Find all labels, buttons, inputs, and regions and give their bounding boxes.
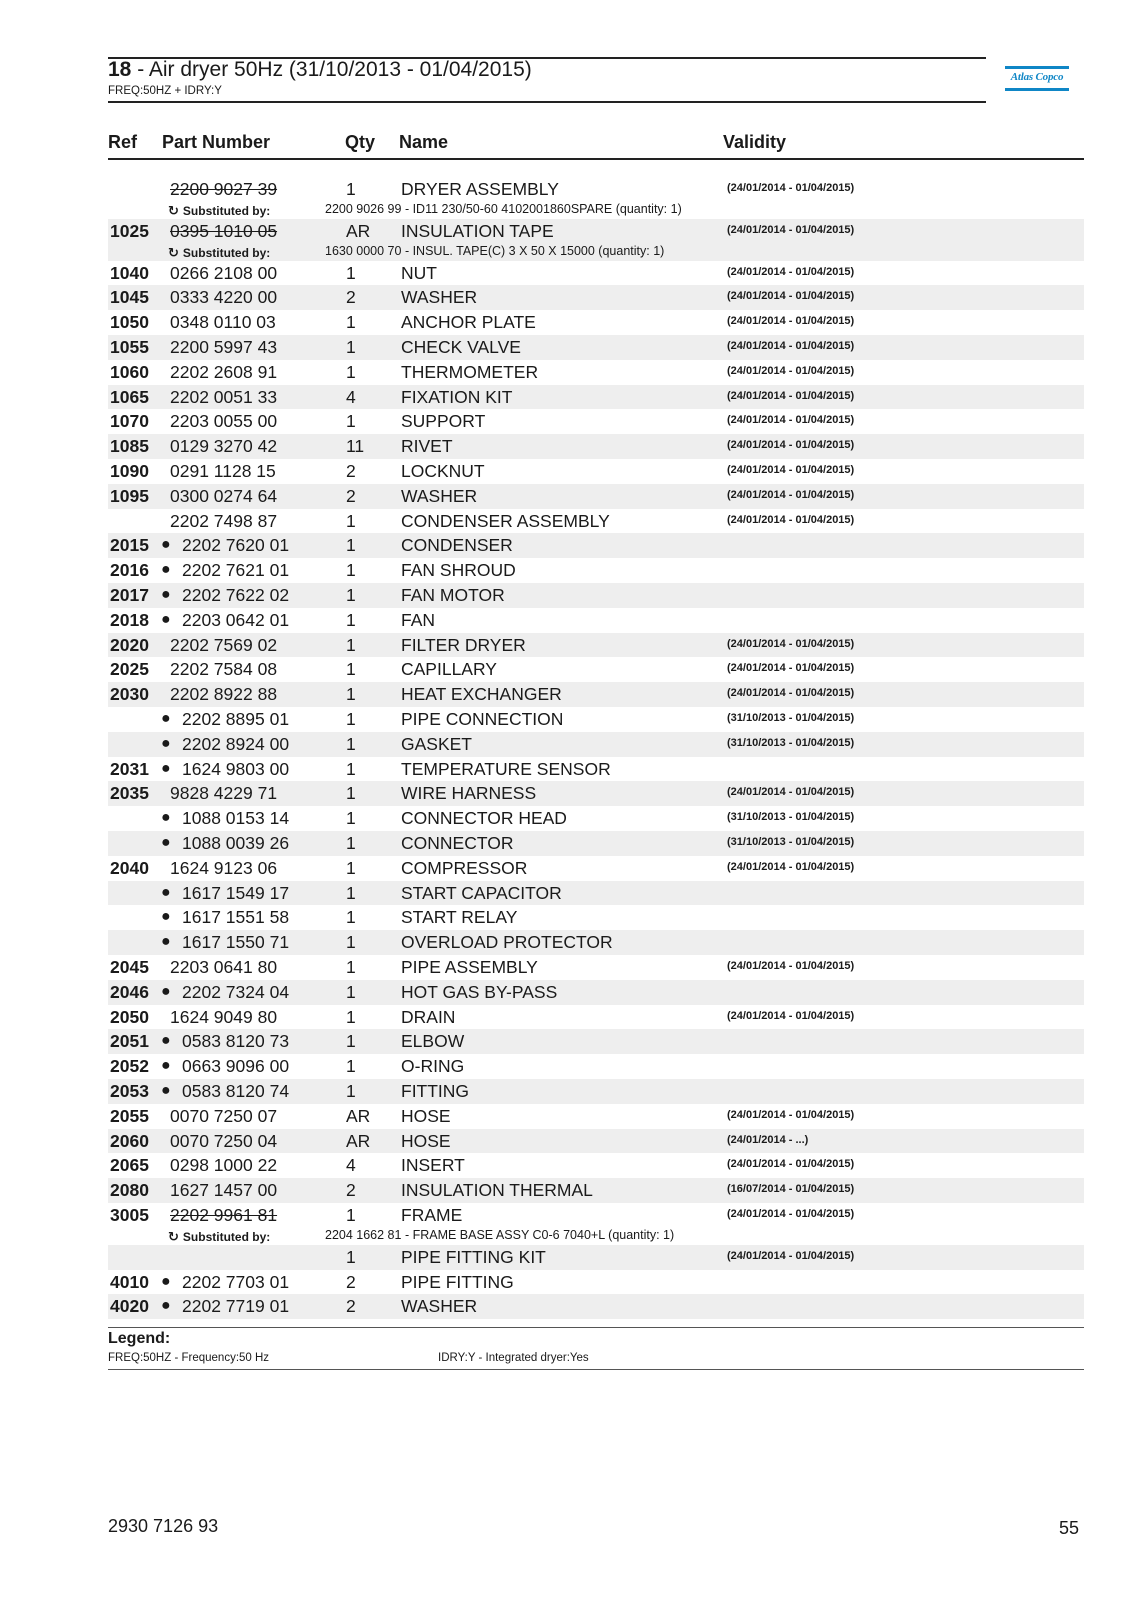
row-part-number: 2202 7622 02	[182, 585, 290, 605]
row-name: CONNECTOR	[401, 833, 514, 853]
row-validity: (24/01/2014 - 01/04/2015)	[727, 389, 855, 402]
table-row	[108, 1129, 1084, 1154]
row-name: DRAIN	[401, 1006, 456, 1027]
row-ref: 1045	[110, 287, 149, 308]
row-name: START RELAY	[401, 907, 518, 928]
row-part-number: 2202 7498 87	[170, 510, 278, 531]
row-validity: (24/01/2014 - ...)	[727, 1133, 809, 1146]
row-validity: (31/10/2013 - 01/04/2015)	[727, 712, 855, 724]
table-row	[108, 1270, 1084, 1295]
row-validity: (24/01/2014 - 01/04/2015)	[727, 290, 855, 303]
table-row	[108, 1245, 1084, 1270]
row-ref: 2040	[110, 857, 149, 878]
row-part-number: 1617 1550 71	[182, 932, 290, 953]
substitute-refresh-icon: ↻	[168, 1228, 179, 1244]
row-part-number: 1617 1551 58	[182, 907, 290, 928]
row-part-number: 1627 1457 00	[170, 1180, 278, 1201]
sub-item-bullet-icon: ●	[161, 908, 171, 926]
row-validity: (24/01/2014 - 01/04/2015)	[727, 662, 855, 675]
row-name: WASHER	[401, 1296, 478, 1317]
table-row	[108, 261, 1084, 286]
section-number: 18	[108, 58, 132, 81]
sub-item-bullet-icon: ●	[161, 809, 171, 827]
sub-item-bullet-icon: ●	[161, 982, 171, 1000]
row-validity: (24/01/2014 - 01/04/2015)	[727, 513, 855, 526]
row-part-number: 2202 2608 91	[170, 361, 278, 382]
table-row	[108, 558, 1084, 583]
row-part-number: 2202 8924 00	[182, 733, 290, 754]
row-part-number: 1088 0039 26	[182, 833, 290, 853]
row-qty: 2	[346, 485, 356, 506]
column-header-name: Name	[399, 132, 449, 152]
row-part-number: 2203 0642 01	[182, 609, 290, 630]
row-name: FITTING	[401, 1081, 470, 1101]
sub-item-bullet-icon: ●	[161, 610, 171, 628]
row-validity: (24/01/2014 - 01/04/2015)	[727, 1108, 855, 1121]
row-validity: (24/01/2014 - 01/04/2015)	[727, 1009, 855, 1022]
row-validity: (31/10/2013 - 01/04/2015)	[727, 836, 855, 848]
row-qty: 1	[346, 179, 356, 199]
row-qty: 1	[346, 1006, 356, 1027]
row-qty: 1	[346, 585, 356, 605]
row-ref: 2050	[110, 1006, 149, 1027]
footer-page-number: 55	[1059, 1518, 1080, 1538]
row-name: CONNECTOR HEAD	[401, 808, 567, 829]
row-ref: 1025	[110, 220, 149, 241]
substituted-by-label	[168, 1229, 270, 1245]
row-part-number: 2200 9027 39	[170, 179, 278, 199]
row-part-number: 0333 4220 00	[170, 287, 278, 308]
row-ref: 2045	[110, 957, 149, 977]
table-row	[108, 1104, 1084, 1129]
row-part-number: 2202 7584 08	[170, 659, 278, 680]
table-row	[108, 484, 1084, 509]
row-part-number: 0129 3270 42	[170, 436, 278, 457]
row-qty: 1	[346, 857, 356, 878]
row-validity: (24/01/2014 - 01/04/2015)	[727, 786, 855, 799]
row-part-number: 0291 1128 15	[170, 461, 276, 481]
table-row	[108, 905, 1084, 930]
row-validity: (24/01/2014 - 01/04/2015)	[727, 637, 855, 650]
row-part-number: 1617 1549 17	[182, 882, 290, 903]
sub-item-bullet-icon: ●	[161, 586, 171, 603]
row-part-number: 0583 8120 74	[182, 1081, 290, 1101]
row-qty: 2	[346, 1296, 356, 1317]
table-row	[108, 385, 1084, 410]
row-qty: 1	[346, 783, 356, 804]
row-ref: 1060	[110, 361, 149, 382]
row-qty: 1	[346, 634, 356, 655]
row-validity: (24/01/2014 - 01/04/2015)	[727, 364, 855, 377]
row-qty: 11	[346, 436, 365, 457]
row-ref: 2018	[110, 609, 149, 630]
sub-item-bullet-icon: ●	[161, 734, 171, 752]
table-row	[108, 1203, 1084, 1228]
row-name: HOT GAS BY-PASS	[401, 981, 558, 1002]
row-qty: 1	[346, 337, 356, 357]
row-name: CONDENSER	[401, 535, 513, 556]
row-part-number: 0070 7250 07	[170, 1105, 278, 1126]
row-name: FILTER DRYER	[401, 634, 526, 655]
table-row	[108, 657, 1084, 682]
row-ref: 1095	[110, 485, 149, 506]
row-qty: 1	[346, 907, 356, 928]
row-ref: 3005	[110, 1205, 149, 1225]
row-part-number: 2202 7719 01	[182, 1296, 290, 1317]
table-row	[108, 1294, 1084, 1319]
row-part-number: 2202 7324 04	[182, 981, 290, 1002]
row-name: FAN	[401, 609, 436, 630]
table-row	[108, 1079, 1084, 1104]
sub-item-bullet-icon: ●	[161, 759, 171, 777]
row-validity: (31/10/2013 - 01/04/2015)	[727, 811, 855, 824]
sub-item-bullet-icon: ●	[161, 710, 171, 727]
row-validity: (24/01/2014 - 01/04/2015)	[727, 1208, 855, 1220]
row-qty: 1	[346, 981, 356, 1002]
row-name: DRYER ASSEMBLY	[401, 179, 559, 199]
row-name: FAN MOTOR	[401, 585, 505, 605]
row-validity: (24/01/2014 - 01/04/2015)	[727, 1158, 855, 1171]
row-validity: (24/01/2014 - 01/04/2015)	[727, 960, 855, 972]
row-part-number: 1624 9049 80	[170, 1006, 278, 1027]
row-part-number: 9828 4229 71	[170, 783, 278, 804]
row-qty: 1	[346, 361, 356, 382]
table-row	[108, 980, 1084, 1005]
row-validity: (24/01/2014 - 01/04/2015)	[727, 687, 855, 700]
row-ref: 1085	[110, 436, 149, 457]
logo-text: Atlas Copco	[1010, 71, 1064, 83]
row-validity: (24/01/2014 - 01/04/2015)	[727, 439, 855, 452]
row-qty: 1	[346, 262, 356, 283]
row-qty: 1	[346, 758, 356, 779]
section-title: - Air dryer 50Hz (31/10/2013 - 01/04/2015)	[131, 58, 532, 81]
row-name: FRAME	[401, 1205, 463, 1225]
row-ref: 2020	[110, 634, 149, 655]
row-ref: 2025	[110, 659, 149, 680]
page-subtitle: FREQ:50HZ + IDRY:Y	[108, 85, 222, 97]
row-qty: 1	[346, 1031, 356, 1052]
row-validity: (24/01/2014 - 01/04/2015)	[727, 182, 855, 194]
sub-item-bullet-icon: ●	[161, 933, 171, 951]
row-part-number: 2203 0055 00	[170, 411, 278, 432]
row-part-number: 2203 0641 80	[170, 957, 278, 977]
row-ref: 2046	[110, 981, 149, 1002]
row-part-number: 1088 0153 14	[182, 808, 290, 829]
substitute-refresh-icon: ↻	[168, 244, 179, 260]
footer-document-number: 2930 7126 93	[108, 1516, 219, 1536]
table-row	[108, 285, 1084, 310]
row-name: WASHER	[401, 485, 478, 506]
row-ref: 1065	[110, 386, 149, 407]
legend-bottom-rule	[108, 1369, 1084, 1370]
column-header-validity: Validity	[723, 132, 787, 152]
row-part-number: 0663 9096 00	[182, 1056, 290, 1077]
row-ref: 2053	[110, 1081, 149, 1101]
table-row	[108, 707, 1084, 732]
row-part-number: 0300 0274 64	[170, 485, 278, 506]
row-ref: 2055	[110, 1105, 149, 1126]
row-name: PIPE FITTING KIT	[401, 1246, 546, 1267]
table-row	[108, 732, 1084, 757]
row-qty: 1	[346, 733, 356, 754]
substitute-refresh-icon: ↻	[168, 202, 179, 218]
row-name: OVERLOAD PROTECTOR	[401, 932, 613, 953]
row-qty: 4	[346, 1155, 356, 1176]
table-row	[108, 1029, 1084, 1054]
row-ref: 1050	[110, 312, 149, 333]
row-ref: 2016	[110, 560, 149, 581]
row-name: PIPE ASSEMBLY	[401, 957, 538, 977]
row-qty: 1	[346, 932, 356, 953]
row-ref: 1055	[110, 337, 149, 357]
row-qty: 1	[346, 312, 356, 333]
row-name: LOCKNUT	[401, 461, 485, 481]
row-qty: 1	[346, 808, 356, 829]
row-qty: 1	[346, 1205, 356, 1225]
row-name: INSULATION TAPE	[401, 220, 554, 241]
table-row	[108, 1178, 1084, 1203]
table-row	[108, 583, 1084, 608]
table-row	[108, 856, 1084, 881]
row-validity: (24/01/2014 - 01/04/2015)	[727, 315, 855, 328]
substituted-by-text: Substituted by:	[182, 245, 271, 260]
row-name: HOSE	[401, 1130, 451, 1151]
row-ref: 2035	[110, 783, 149, 804]
row-ref: 2065	[110, 1155, 149, 1176]
row-name: O-RING	[401, 1056, 465, 1077]
sub-item-bullet-icon: ●	[161, 1082, 171, 1099]
row-validity: (24/01/2014 - 01/04/2015)	[727, 1249, 855, 1262]
row-ref: 1090	[110, 461, 149, 481]
row-part-number: 2202 7569 02	[170, 634, 278, 655]
table-row	[108, 533, 1084, 558]
row-name: WASHER	[401, 287, 478, 308]
row-name: CHECK VALVE	[401, 337, 521, 357]
legend-item-idry: IDRY:Y - Integrated dryer:Yes	[438, 1352, 589, 1364]
row-name: THERMOMETER	[401, 361, 539, 382]
row-name: COMPRESSOR	[401, 857, 528, 878]
row-qty: 1	[346, 882, 356, 903]
table-row	[108, 682, 1084, 707]
row-name: PIPE FITTING	[401, 1271, 514, 1292]
row-name: TEMPERATURE SENSOR	[401, 758, 611, 779]
substituted-by-label	[168, 203, 270, 219]
substitution-row	[108, 244, 1084, 261]
table-row	[108, 459, 1084, 484]
row-name: FAN SHROUD	[401, 560, 516, 581]
table-row	[108, 177, 1084, 202]
sub-item-bullet-icon: ●	[161, 561, 171, 579]
row-part-number: 2202 9961 81	[170, 1205, 278, 1225]
row-part-number: 0070 7250 04	[170, 1130, 278, 1151]
table-row	[108, 335, 1084, 360]
sub-item-bullet-icon: ●	[161, 536, 171, 554]
row-qty: 1	[346, 510, 356, 531]
row-ref: 2080	[110, 1180, 149, 1201]
table-row	[108, 1005, 1084, 1030]
row-name: PIPE CONNECTION	[401, 709, 564, 729]
table-row	[108, 1153, 1084, 1178]
sub-item-bullet-icon: ●	[161, 1057, 171, 1075]
column-header-ref: Ref	[108, 132, 138, 152]
row-part-number: 2202 8895 01	[182, 709, 290, 729]
row-ref: 1040	[110, 262, 149, 283]
row-qty: AR	[346, 220, 371, 241]
row-part-number: 2202 7621 01	[182, 560, 290, 581]
legend-item-freq: FREQ:50HZ - Frequency:50 Hz	[108, 1352, 270, 1364]
row-ref: 4010	[110, 1271, 149, 1292]
row-part-number: 0348 0110 03	[170, 312, 276, 333]
row-validity: (24/01/2014 - 01/04/2015)	[727, 223, 855, 236]
row-ref: 4020	[110, 1296, 149, 1317]
row-part-number: 2202 0051 33	[170, 386, 278, 407]
row-name: FIXATION KIT	[401, 386, 513, 407]
table-row	[108, 781, 1084, 806]
row-qty: 2	[346, 287, 356, 308]
row-ref: 2030	[110, 684, 149, 705]
row-part-number: 2202 7703 01	[182, 1271, 290, 1292]
substituted-by-text: Substituted by:	[182, 203, 271, 218]
row-validity: (24/01/2014 - 01/04/2015)	[727, 860, 855, 873]
legend-title: Legend:	[108, 1330, 171, 1347]
row-ref: 2015	[110, 535, 149, 556]
row-part-number: 1624 9803 00	[182, 758, 290, 779]
sub-item-bullet-icon: ●	[161, 1297, 171, 1315]
table-row	[108, 360, 1084, 385]
row-name: INSULATION THERMAL	[401, 1180, 593, 1201]
row-qty: 1	[346, 709, 356, 729]
row-name: GASKET	[401, 733, 472, 754]
table-row	[108, 881, 1084, 906]
row-qty: 2	[346, 461, 356, 481]
row-qty: 2	[346, 1180, 356, 1201]
row-validity: (16/07/2014 - 01/04/2015)	[727, 1183, 855, 1196]
row-qty: 1	[346, 957, 356, 977]
row-qty: 1	[346, 560, 356, 581]
row-validity: (24/01/2014 - 01/04/2015)	[727, 488, 855, 501]
row-name: HEAT EXCHANGER	[401, 684, 562, 705]
row-qty: 1	[346, 535, 356, 556]
row-qty: 1	[346, 659, 356, 680]
row-validity: (24/01/2014 - 01/04/2015)	[727, 265, 855, 278]
row-validity: (24/01/2014 - 01/04/2015)	[727, 464, 855, 476]
table-row	[108, 219, 1084, 244]
row-part-number: 2202 8922 88	[170, 684, 278, 705]
table-row	[108, 806, 1084, 831]
table-row	[108, 310, 1084, 335]
table-row	[108, 757, 1084, 782]
row-name: SUPPORT	[401, 411, 486, 432]
row-qty: 1	[346, 609, 356, 630]
row-part-number: 0266 2108 00	[170, 262, 278, 283]
table-row	[108, 633, 1084, 658]
legend-top-rule	[108, 1327, 1084, 1328]
column-header-part-number: Part Number	[162, 132, 271, 152]
row-part-number: 2202 7620 01	[182, 535, 290, 556]
row-ref: 2052	[110, 1056, 149, 1077]
substitution-row	[108, 202, 1084, 219]
row-name: HOSE	[401, 1105, 451, 1126]
row-validity: (31/10/2013 - 01/04/2015)	[727, 736, 855, 749]
row-ref: 1070	[110, 411, 149, 432]
row-part-number: 0298 1000 22	[170, 1155, 278, 1176]
sub-item-bullet-icon: ●	[161, 1032, 171, 1050]
table-row	[108, 509, 1084, 534]
table-row	[108, 608, 1084, 633]
row-part-number: 2200 5997 43	[170, 337, 278, 357]
row-name: ELBOW	[401, 1031, 465, 1052]
row-part-number: 0583 8120 73	[182, 1031, 290, 1052]
row-name: INSERT	[401, 1155, 465, 1176]
table-row	[108, 434, 1084, 459]
row-name: NUT	[401, 262, 437, 283]
substitute-part-text: 1630 0000 70 - INSUL. TAPE(C) 3 X 50 X 15000 (quantity: 1)	[325, 243, 665, 258]
sub-item-bullet-icon: ●	[161, 883, 171, 901]
sub-item-bullet-icon: ●	[161, 1272, 171, 1290]
row-qty: 1	[346, 684, 356, 705]
row-qty: 1	[346, 1056, 356, 1077]
table-row	[108, 1054, 1084, 1079]
table-row	[108, 831, 1084, 856]
table-row	[108, 955, 1084, 980]
row-name: CAPILLARY	[401, 659, 497, 680]
substitute-part-text: 2204 1662 81 - FRAME BASE ASSY C0-6 7040+L (quantity: 1)	[325, 1227, 675, 1242]
substituted-by-label	[168, 245, 270, 261]
row-qty: 1	[346, 411, 356, 432]
row-name: WIRE HARNESS	[401, 783, 537, 804]
table-row	[108, 409, 1084, 434]
row-name: CONDENSER ASSEMBLY	[401, 510, 610, 531]
row-name: ANCHOR PLATE	[401, 312, 536, 333]
table-row	[108, 930, 1084, 955]
row-qty: AR	[346, 1105, 371, 1126]
row-name: START CAPACITOR	[401, 882, 562, 903]
row-validity: (24/01/2014 - 01/04/2015)	[727, 340, 855, 352]
row-part-number: 1624 9123 06	[170, 857, 278, 878]
row-qty: 1	[346, 1081, 356, 1101]
row-qty: 2	[346, 1271, 356, 1292]
substitution-row	[108, 1228, 1084, 1245]
row-qty: 1	[346, 1246, 356, 1267]
row-ref: 2017	[110, 585, 149, 605]
row-qty: AR	[346, 1130, 371, 1151]
row-qty: 4	[346, 386, 356, 407]
row-ref: 2060	[110, 1130, 149, 1151]
row-ref: 2031	[110, 758, 149, 779]
row-ref: 2051	[110, 1031, 149, 1052]
row-validity: (24/01/2014 - 01/04/2015)	[727, 414, 855, 427]
substituted-by-text: Substituted by:	[182, 1229, 271, 1244]
sub-item-bullet-icon: ●	[161, 834, 171, 851]
column-header-qty: Qty	[345, 132, 376, 152]
row-part-number: 0395 1010 05	[170, 220, 278, 241]
row-qty: 1	[346, 833, 356, 853]
substitute-part-text: 2200 9026 99 - ID11 230/50-60 4102001860SPARE (quantity: 1)	[325, 201, 682, 216]
row-name: RIVET	[401, 436, 453, 457]
